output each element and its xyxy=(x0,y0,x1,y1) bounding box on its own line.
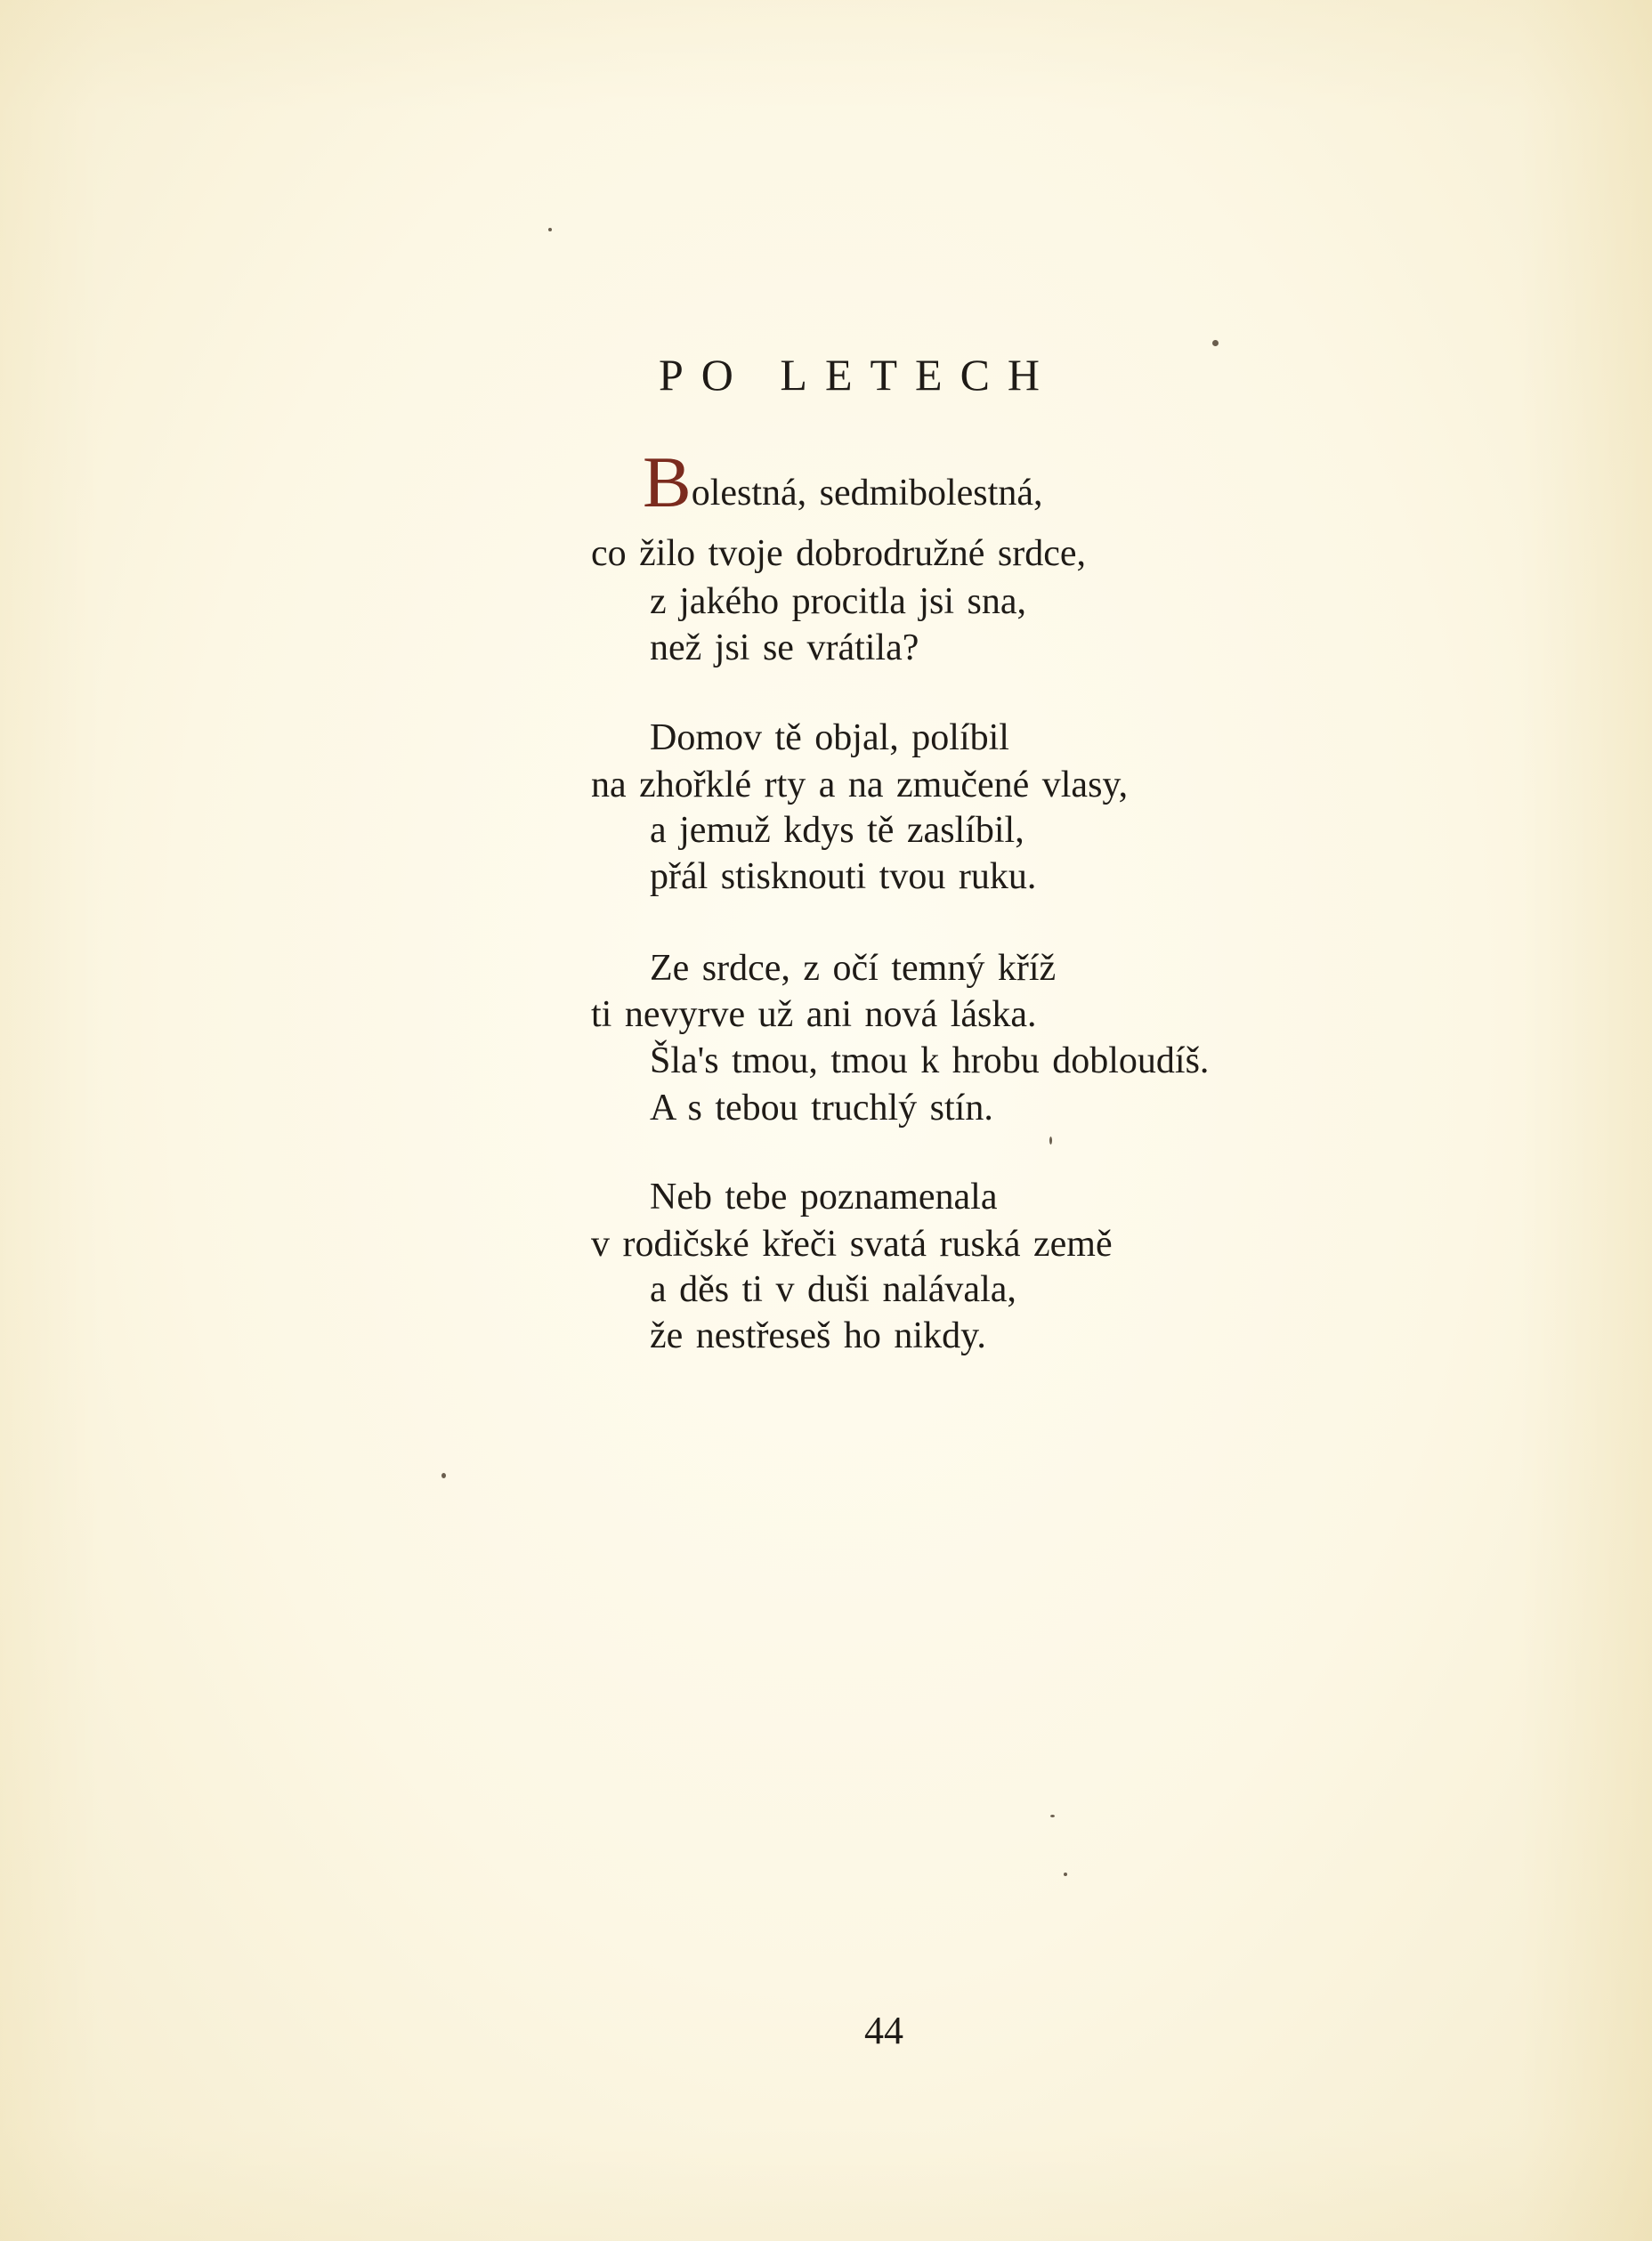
poem-line-4-4: že nestřeseš ho nikdy. xyxy=(650,1315,986,1356)
poem-line-3-1: Ze srdce, z očí temný kříž xyxy=(650,948,1057,989)
poem-line-3-2: ti nevyrve už ani nová láska. xyxy=(591,994,1037,1035)
paper-speck xyxy=(1050,1815,1055,1817)
paper-speck xyxy=(548,228,552,231)
poem-line-3-4: A s tebou truchlý stín. xyxy=(650,1088,993,1129)
poem-line-2-3: a jemuž kdys tě zaslíbil, xyxy=(650,810,1024,851)
poem-line-2-1: Domov tě objal, políbil xyxy=(650,717,1009,758)
poem-line-2-2: na zhořklé rty a na zmučené vlasy, xyxy=(591,765,1129,805)
poem-title: PO LETECH xyxy=(659,350,1058,400)
drop-cap: B xyxy=(643,441,692,522)
poem-line-1-1 xyxy=(643,441,1043,522)
poem-line-2-4: přál stisknouti tvou ruku. xyxy=(650,856,1037,897)
poem-line-3-3: Šla's tmou, tmou k hrobu dobloudíš. xyxy=(650,1040,1210,1081)
paper-speck xyxy=(1064,1873,1067,1876)
poem-line-4-3: a děs ti v duši nalávala, xyxy=(650,1269,1016,1310)
poem-line-4-2: v rodičské křeči svatá ruská země xyxy=(591,1224,1113,1265)
poem-line-1-3: z jakého procitla jsi sna, xyxy=(650,581,1027,622)
paper-speck xyxy=(441,1473,446,1478)
page-number: 44 xyxy=(864,2009,903,2052)
poem-line-1-2: co žilo tvoje dobrodružné srdce, xyxy=(591,533,1086,574)
paper-speck xyxy=(1212,340,1219,346)
poem-line-4-1: Neb tebe poznamenala xyxy=(650,1177,998,1218)
poem-line-1-4: než jsi se vrátila? xyxy=(650,627,919,668)
paper-speck xyxy=(1049,1137,1052,1145)
poem-line-text: olestná, sedmibolestná, xyxy=(691,473,1043,514)
